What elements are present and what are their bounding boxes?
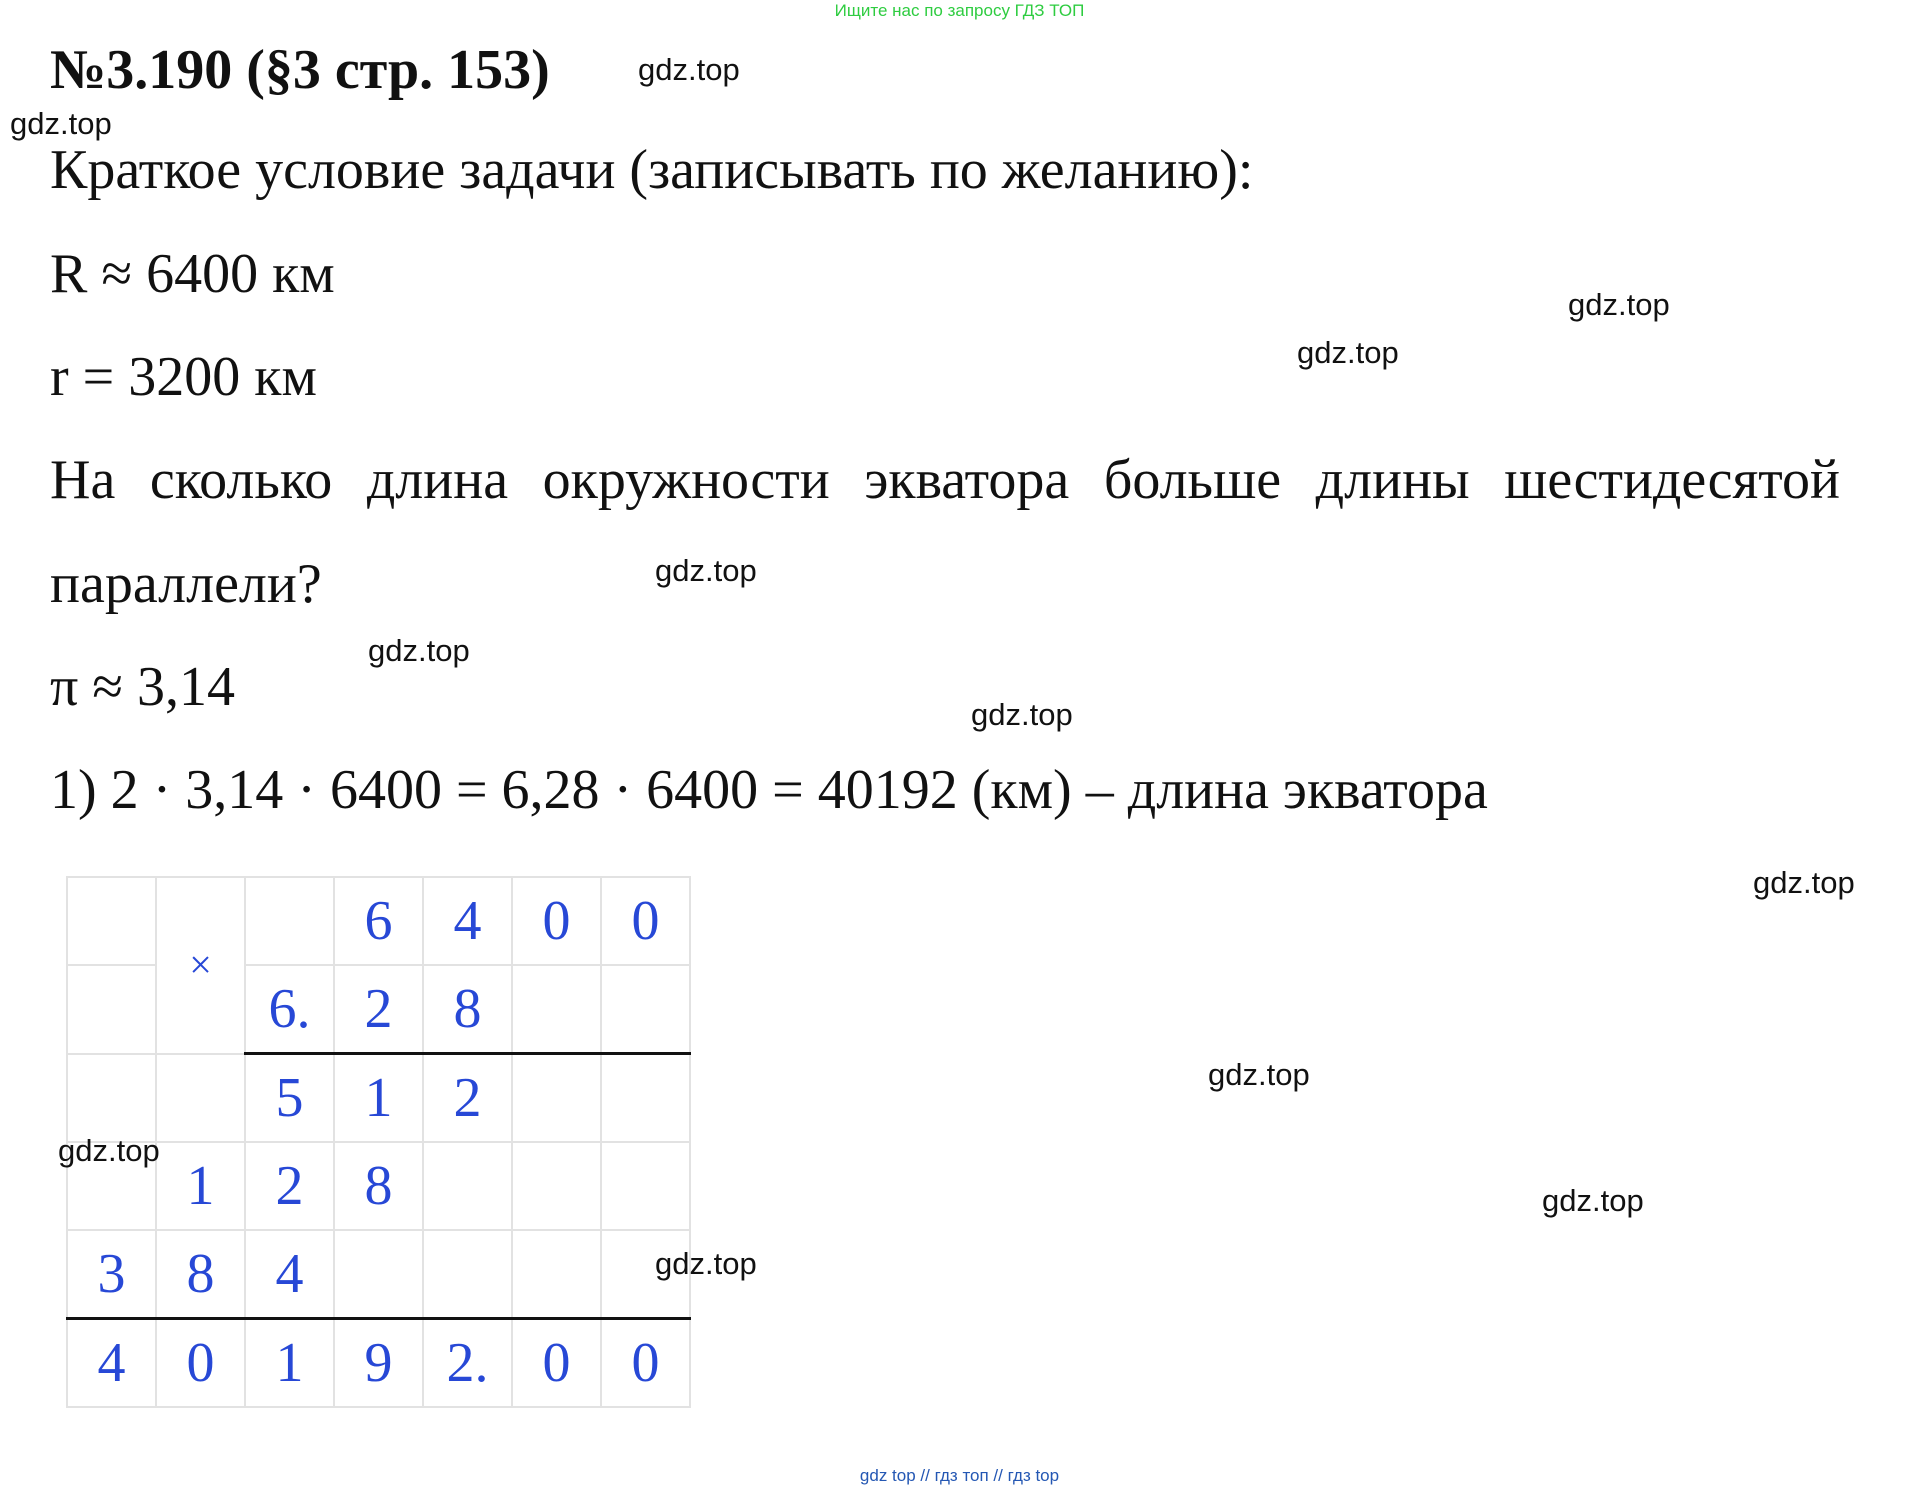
multiplication-grid xyxy=(66,876,691,1408)
watermark: gdz.top xyxy=(971,697,1073,732)
calc-cell xyxy=(245,877,334,965)
calc-cell: 6. xyxy=(245,965,334,1054)
calc-cell: 0 xyxy=(512,877,601,965)
calc-cell xyxy=(601,965,690,1054)
calc-cell: 5 xyxy=(245,1054,334,1143)
calc-cell: 2. xyxy=(423,1319,512,1408)
calc-cell xyxy=(423,1230,512,1319)
watermark: gdz.top xyxy=(1568,287,1670,322)
calc-cell xyxy=(512,1054,601,1143)
calc-cell xyxy=(512,1230,601,1319)
watermark: gdz.top xyxy=(655,553,757,588)
calc-row xyxy=(67,877,690,965)
calc-cell xyxy=(512,965,601,1054)
calc-cell xyxy=(423,1142,512,1230)
condition-heading: Краткое условие задачи (записывать по желанию): xyxy=(50,139,1254,201)
watermark: gdz.top xyxy=(368,633,470,668)
calc-cell: 0 xyxy=(601,1319,690,1408)
footer-links: gdz top // гдз топ // гдз top xyxy=(859,1466,1060,1485)
calc-cell xyxy=(156,1054,245,1143)
calc-row xyxy=(67,1142,690,1230)
calc-row xyxy=(67,1054,690,1143)
calc-cell: 8 xyxy=(334,1142,423,1230)
watermark: gdz.top xyxy=(1542,1183,1644,1218)
calc-cell xyxy=(601,1054,690,1143)
question-line-2: параллели? xyxy=(50,553,322,615)
calc-cell xyxy=(512,1142,601,1230)
watermark: gdz.top xyxy=(58,1133,160,1168)
given-radius-parallel: r = 3200 км xyxy=(50,346,317,408)
calc-cell: 1 xyxy=(334,1054,423,1143)
calc-cell: 4 xyxy=(423,877,512,965)
calc-cell: 0 xyxy=(156,1319,245,1408)
calc-cell: 2 xyxy=(423,1054,512,1143)
search-banner: Ищите нас по запросу ГДЗ ТОП xyxy=(834,1,1085,20)
given-radius-equator: R ≈ 6400 км xyxy=(50,243,335,305)
calc-cell: 1 xyxy=(245,1319,334,1408)
calc-cell xyxy=(67,877,156,965)
calc-cell: 9 xyxy=(334,1319,423,1408)
multiply-sign: × xyxy=(156,877,245,1054)
problem-title: №3.190 (§3 стр. 153) xyxy=(50,39,550,101)
calc-cell xyxy=(67,1054,156,1143)
watermark: gdz.top xyxy=(638,52,740,87)
calc-cell: 4 xyxy=(245,1230,334,1319)
watermark: gdz.top xyxy=(1753,865,1855,900)
calc-cell xyxy=(601,1142,690,1230)
calc-cell: 3 xyxy=(67,1230,156,1319)
question-line-1: На сколько длина окружности экватора больше длины шестидесятой xyxy=(50,449,1840,511)
watermark: gdz.top xyxy=(10,106,112,141)
calc-cell: 2 xyxy=(245,1142,334,1230)
watermark: gdz.top xyxy=(1208,1057,1310,1092)
calc-cell: 2 xyxy=(334,965,423,1054)
calc-cell xyxy=(334,1230,423,1319)
calc-cell: 8 xyxy=(156,1230,245,1319)
calc-cell: 8 xyxy=(423,965,512,1054)
calc-cell: 1 xyxy=(156,1142,245,1230)
calc-row xyxy=(67,1319,690,1408)
given-pi: π ≈ 3,14 xyxy=(50,656,236,718)
calc-cell: 6 xyxy=(334,877,423,965)
watermark: gdz.top xyxy=(1297,335,1399,370)
calc-cell: 0 xyxy=(512,1319,601,1408)
watermark: gdz.top xyxy=(655,1246,757,1281)
calc-cell: 4 xyxy=(67,1319,156,1408)
solution-step-1: 1) 2 · 3,14 · 6400 = 6,28 · 6400 = 40192 (км) – длина экватора xyxy=(50,759,1488,821)
calc-row xyxy=(67,1230,690,1319)
calc-cell xyxy=(67,965,156,1054)
calc-cell: 0 xyxy=(601,877,690,965)
